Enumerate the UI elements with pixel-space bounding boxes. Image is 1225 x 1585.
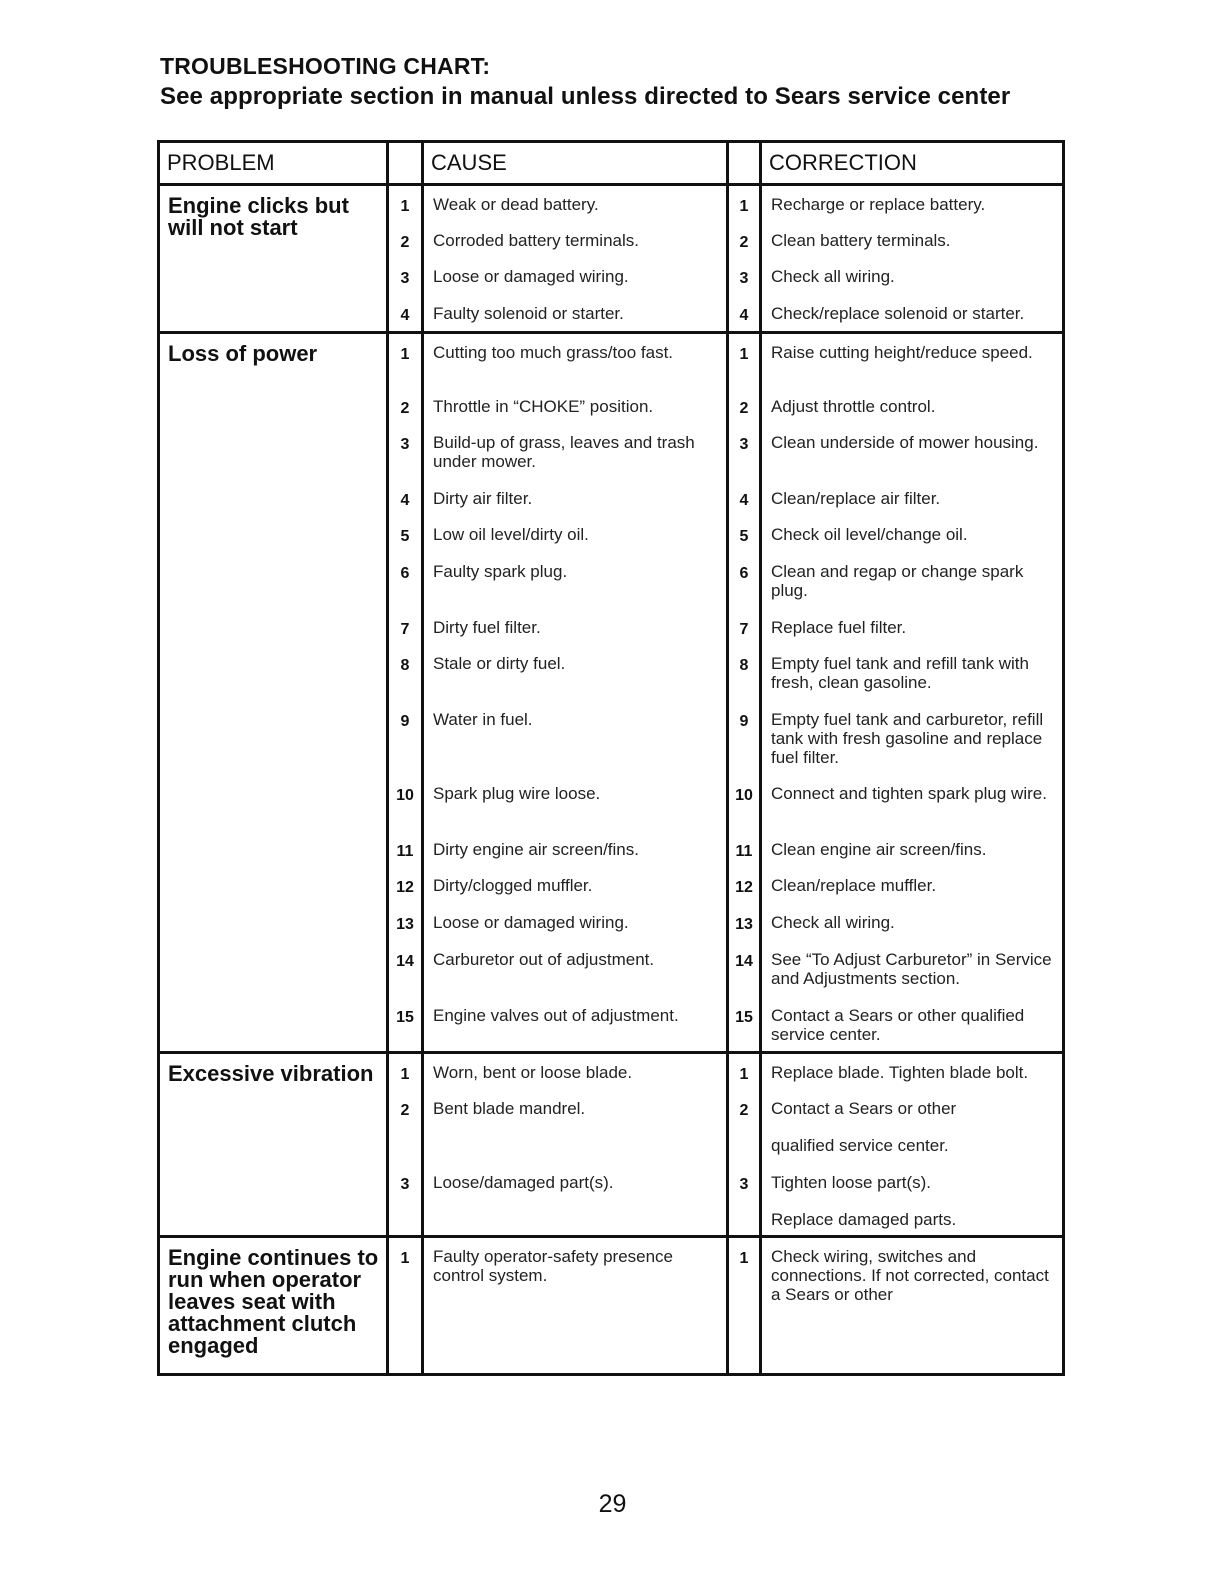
cause-text: Spark plug wire loose. [423,775,728,831]
cause-text: Worn, bent or loose blade. [423,1053,728,1090]
problem-cell: Engine clicks but will not start [159,185,388,333]
cause-text: Faulty spark plug. [423,553,728,609]
correction-number: 1 [728,1237,761,1375]
chart-title: TROUBLESHOOTING CHART: [160,53,491,79]
correction-text: Clean engine air screen/fins. [771,839,987,859]
cause-text: Dirty air filter. [423,480,728,516]
correction-number: 4 [728,480,761,516]
correction-text: Check all wiring. [771,266,895,286]
correction-number: 3 [728,424,761,480]
problem-cell: Excessive vibration [159,1053,388,1237]
cause-number: 7 [388,609,423,645]
table-body [159,185,1064,1375]
correction-number: 4 [728,295,761,333]
cause-text: Bent blade mandrel. [423,1090,728,1127]
correction-number: 12 [728,867,761,904]
header-problem: PROBLEM [159,142,388,185]
correction-text: Clean battery terminals. [771,230,951,250]
cause-number: 13 [388,904,423,941]
cause-number: 3 [388,424,423,480]
header-correction-number [728,142,761,185]
table-row [159,1237,1064,1375]
header-cause: CAUSE [423,142,728,185]
correction-text: Tighten loose part(s). [771,1172,931,1192]
correction-text: qualified service center. [771,1135,949,1155]
cause-text: Loose or damaged wiring. [423,904,728,941]
correction-number: 8 [728,645,761,701]
page-number: 29 [598,1490,627,1518]
correction-number: 10 [728,775,761,831]
correction-text: Clean and regap or change spark plug. [771,561,1024,600]
cause-number: 9 [388,701,423,775]
correction-number: 1 [728,1053,761,1090]
cause-text: Loose/damaged part(s). [423,1164,728,1201]
correction-text: Empty fuel tank and carburetor, refill tank with fresh gasoline and replace fuel filter. [771,709,1044,767]
cause-text [423,1201,728,1237]
correction-text: Empty fuel tank and refill tank with fresh, clean gasoline. [771,653,1029,692]
cause-number: 8 [388,645,423,701]
correction-number: 1 [728,333,761,388]
table-header-row [159,142,1064,185]
correction-text: Contact a Sears or other qualified service center. [761,997,1064,1053]
correction-text: Check all wiring. [771,912,895,932]
cause-number: 1 [388,185,423,222]
correction-number: 6 [728,553,761,609]
cause-number: 2 [388,222,423,258]
cause-text: Water in fuel. [423,701,728,775]
correction-text: Replace blade. Tighten blade bolt. [771,1063,1029,1082]
correction-number: 14 [728,941,761,997]
cause-text: Weak or dead battery. [423,185,728,222]
correction-text: Connect and tighten spark plug wire. [771,783,1047,803]
correction-text: See “To Adjust Carburetor” in Service and Adjustments section. [771,949,1052,988]
correction-number: 3 [728,1164,761,1201]
cause-text: Faulty solenoid or starter. [423,295,728,333]
cause-text: Carburetor out of adjustment. [423,941,728,997]
cause-number: 3 [388,258,423,295]
correction-text: Clean/replace muffler. [771,875,937,895]
correction-number: 9 [728,701,761,775]
correction-number: 11 [728,831,761,867]
table-row [159,185,1064,222]
problem-cell: Loss of power [159,333,388,1053]
cause-text: Loose or damaged wiring. [423,258,728,295]
chart-subtitle: See appropriate section in manual unless directed to Sears service center [160,83,1011,110]
correction-number: 7 [728,609,761,645]
header-cause-number [388,142,423,185]
problem-cell: Engine continues to run when operator leaves seat with attachment clutch engaged [159,1237,388,1375]
cause-text [423,1127,728,1164]
table-row [159,1053,1064,1090]
header-correction: CORRECTION [761,142,1064,185]
correction-text: Adjust throttle control. [771,396,936,416]
cause-number: 2 [388,388,423,424]
cause-text: Stale or dirty fuel. [423,645,728,701]
correction-text: Raise cutting height/reduce speed. [771,343,1033,362]
cause-number: 3 [388,1164,423,1201]
cause-text: Faulty operator-safety presence control system. [423,1237,728,1375]
cause-number: 4 [388,295,423,333]
correction-number: 1 [728,185,761,222]
cause-text: Throttle in “CHOKE” position. [423,388,728,424]
correction-number: 15 [728,997,761,1053]
table-row [159,333,1064,388]
cause-text: Build-up of grass, leaves and trash under mower. [423,424,728,480]
cause-number: 11 [388,831,423,867]
correction-number: 5 [728,516,761,553]
correction-number [728,1127,761,1164]
troubleshooting-table [157,140,1065,1376]
correction-text: Clean underside of mower housing. [771,432,1039,452]
correction-number: 2 [728,222,761,258]
correction-number: 13 [728,904,761,941]
cause-number [388,1127,423,1164]
correction-text: Replace fuel filter. [771,617,907,637]
cause-number: 12 [388,867,423,904]
cause-text: Engine valves out of adjustment. [423,997,728,1053]
cause-number: 1 [388,1053,423,1090]
correction-text: Replace damaged parts. [761,1201,1064,1237]
correction-text: Clean/replace air filter. [771,488,941,508]
cause-text: Low oil level/dirty oil. [423,516,728,553]
correction-text: Check wiring, switches and connections. If not corrected, contact a Sears or other [761,1237,1064,1375]
correction-number: 2 [728,1090,761,1127]
cause-number: 6 [388,553,423,609]
cause-number: 10 [388,775,423,831]
correction-text: Recharge or replace battery. [771,195,986,214]
cause-text: Dirty fuel filter. [423,609,728,645]
cause-number: 4 [388,480,423,516]
cause-text: Dirty engine air screen/fins. [423,831,728,867]
cause-number: 14 [388,941,423,997]
cause-number [388,1201,423,1237]
cause-number: 5 [388,516,423,553]
correction-number: 2 [728,388,761,424]
correction-number: 3 [728,258,761,295]
correction-text: Contact a Sears or other [771,1098,957,1118]
correction-text: Check oil level/change oil. [771,524,968,544]
cause-text: Cutting too much grass/too fast. [423,333,728,388]
correction-text: Check/replace solenoid or starter. [761,295,1064,333]
cause-number: 1 [388,1237,423,1375]
cause-number: 2 [388,1090,423,1127]
cause-text: Dirty/clogged muffler. [423,867,728,904]
cause-number: 15 [388,997,423,1053]
correction-number [728,1201,761,1237]
cause-text: Corroded battery terminals. [423,222,728,258]
cause-number: 1 [388,333,423,388]
